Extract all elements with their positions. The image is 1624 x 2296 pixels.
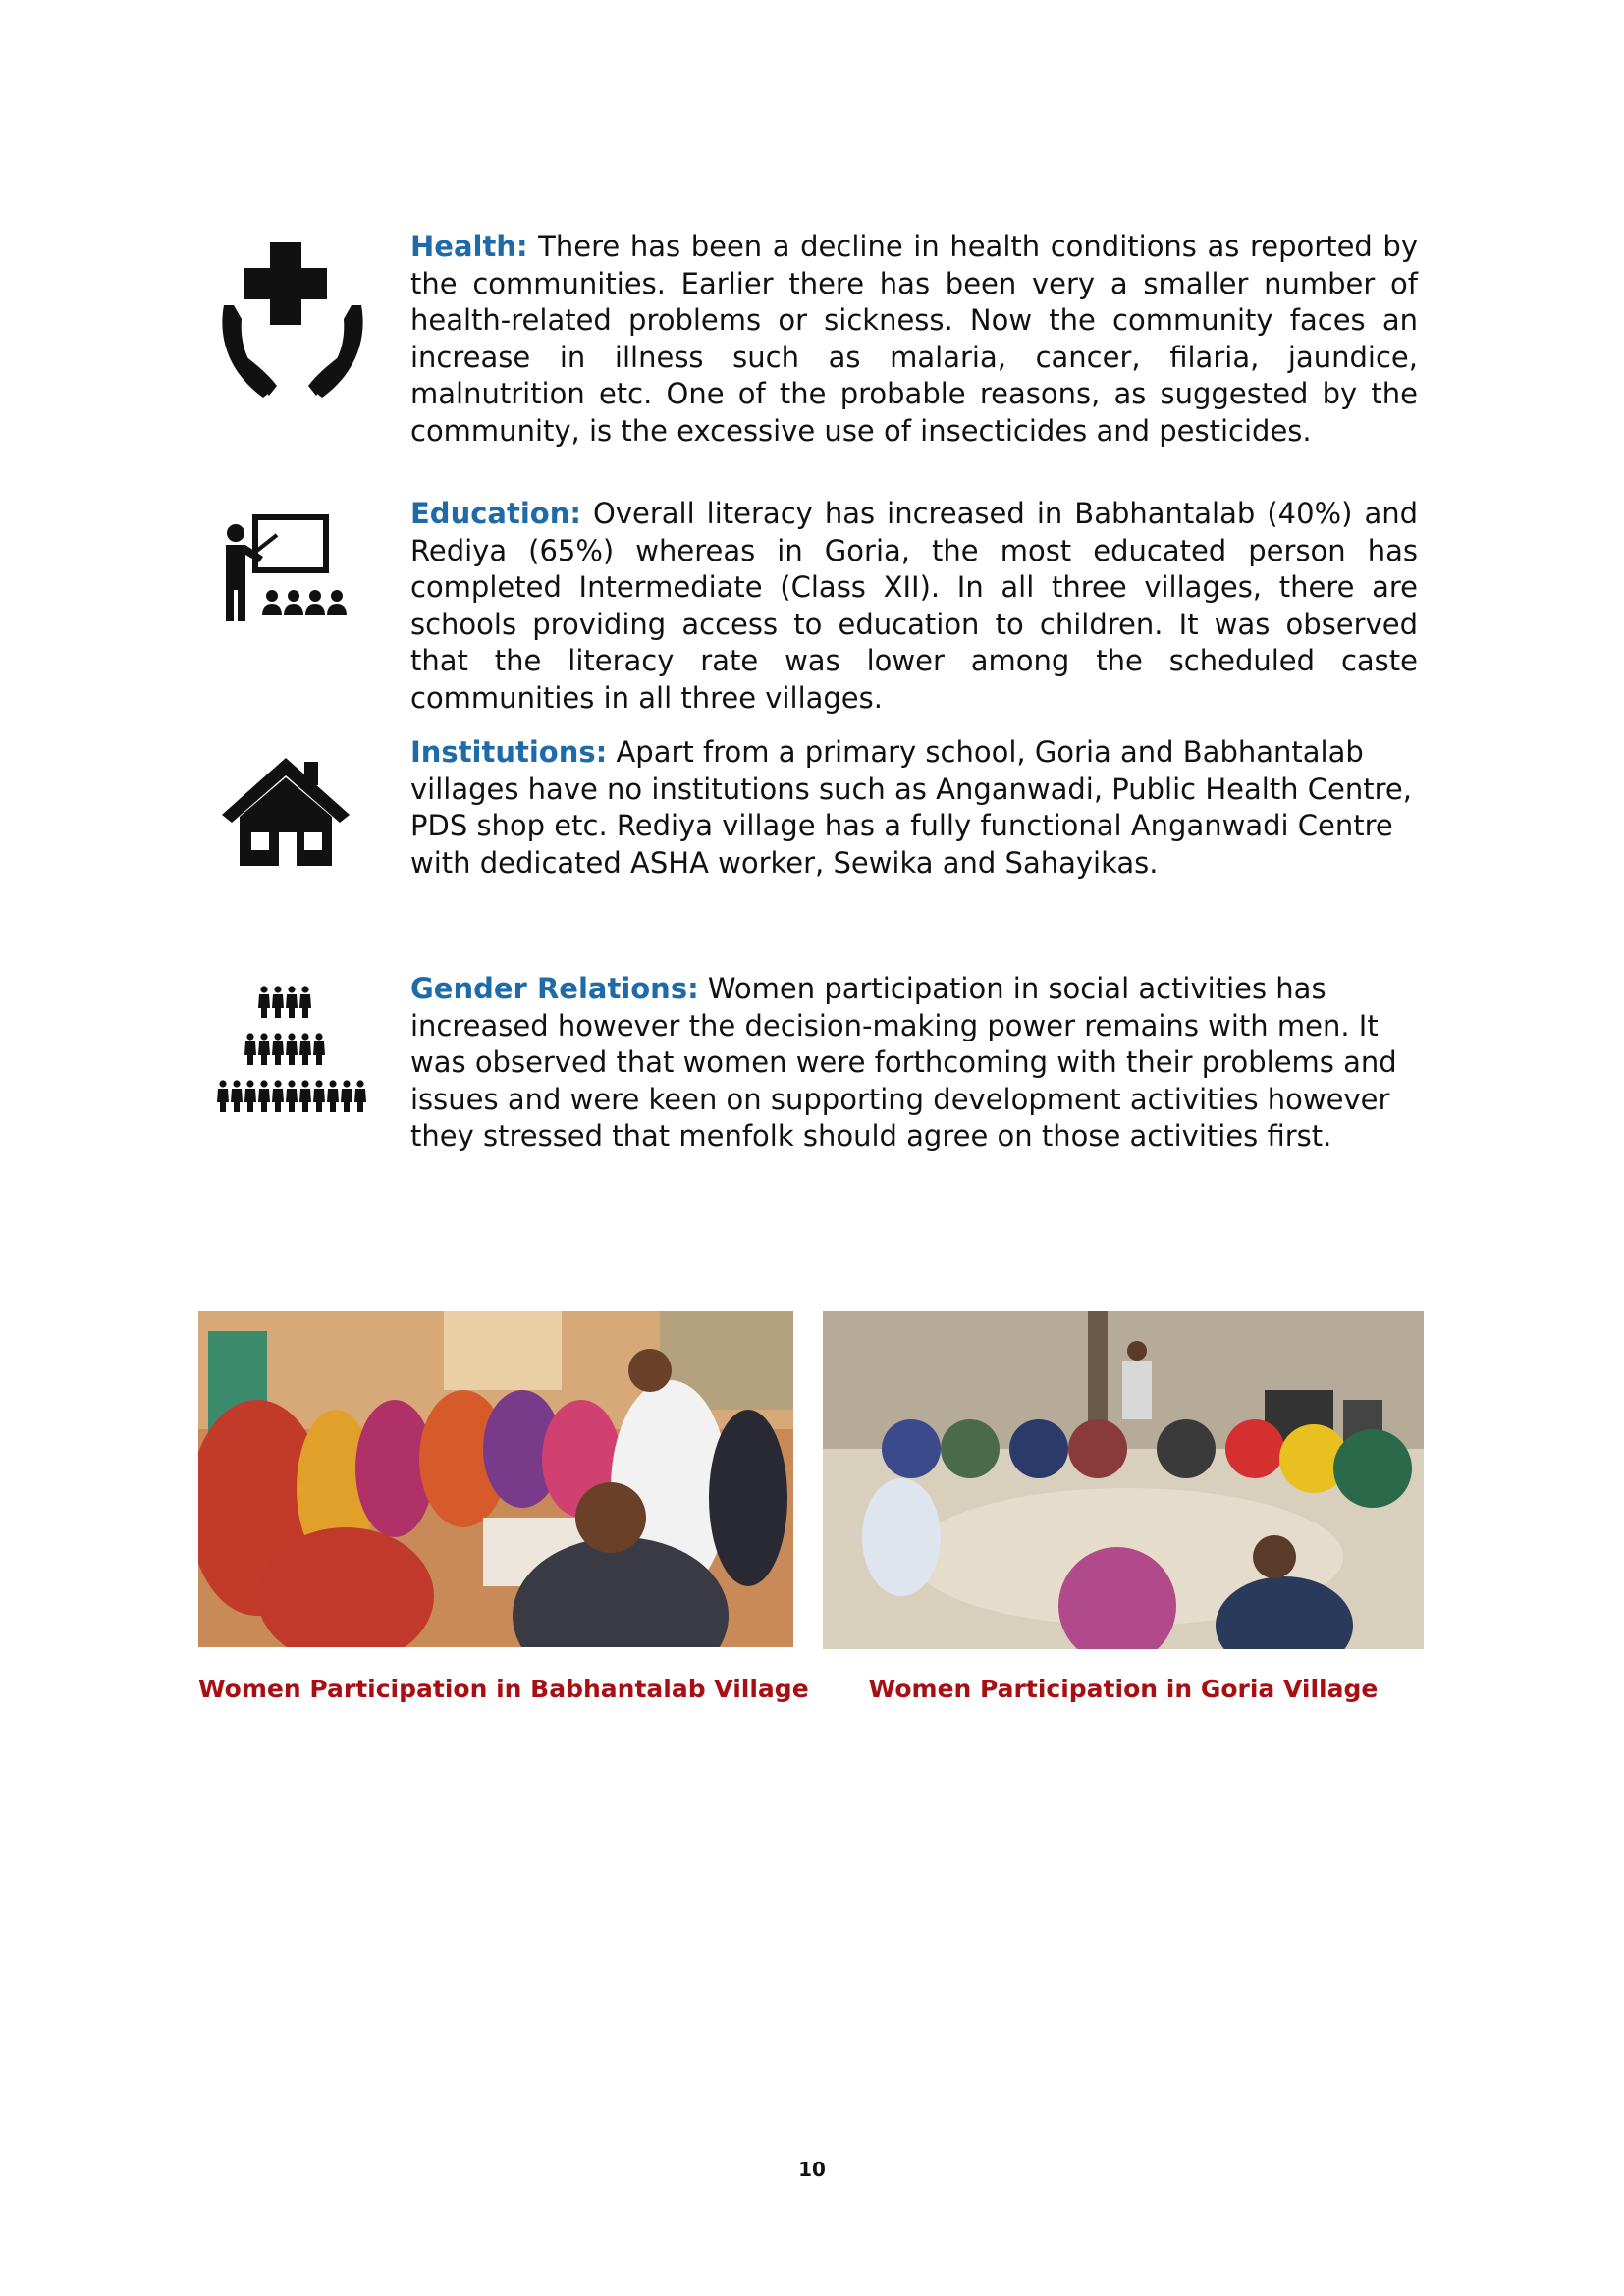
gender-relations-paragraph <box>410 971 1418 1155</box>
page-number: 10 <box>798 2158 826 2181</box>
education-body: Overall literacy has increased in Babhantalab (40%) and Rediya (65%) whereas in Goria, the most educated person has completed Intermediate (Class XII). In all three villages, there are schools providing access to education to children. It was observed that the literacy rate was lower among the scheduled caste communities in all three villages. <box>410 497 1418 715</box>
teacher-classroom-icon <box>220 513 348 626</box>
people-pyramid-icon <box>213 985 370 1117</box>
photo-babhantalab-illustration <box>198 1311 793 1647</box>
photo-goria <box>823 1311 1424 1649</box>
institutions-section <box>196 734 1434 901</box>
education-section <box>196 496 1434 715</box>
gender-relations-section <box>196 971 1434 1167</box>
house-icon <box>220 754 352 868</box>
health-paragraph <box>410 229 1418 450</box>
education-paragraph <box>410 496 1418 717</box>
health-hands-cross-icon <box>214 242 371 409</box>
photo-goria-illustration <box>823 1311 1424 1649</box>
health-body: There has been a decline in health conditions as reported by the communities. Earlier there has been very a smaller number of health-related problems or sickness. Now the community faces an increase in illness such as malaria, cancer, filaria, jaundice, malnutrition etc. One of the probable reasons, as suggested by the community, is the excessive use of insecticides and pesticides. <box>410 230 1419 448</box>
health-heading: Health: <box>410 230 528 263</box>
caption-goria: Women Participation in Goria Village <box>868 1675 1379 1703</box>
education-heading: Education: <box>410 497 581 530</box>
institutions-body: Apart from a primary school, Goria and Babhantalab villages have no institutions such as Anganwadi, Public Health Centre, PDS shop etc. Rediya village has a fully functional Anganwadi Centre with dedicated ASHA worker, Sewika and Sahayikas. <box>410 735 1412 880</box>
institutions-paragraph <box>410 734 1418 881</box>
institutions-heading: Institutions: <box>410 735 608 769</box>
gender-relations-body: Women participation in social activities has increased however the decision-making power remains with men. It was observed that women were forthcoming with their problems and issues and were keen on supporting development activities however they stressed that menfolk should agree on those activities first. <box>410 972 1397 1152</box>
gender-relations-heading: Gender Relations: <box>410 972 699 1005</box>
caption-babhantalab: Women Participation in Babhantalab Village <box>198 1675 809 1703</box>
health-section <box>196 229 1434 454</box>
photo-babhantalab <box>198 1311 793 1647</box>
